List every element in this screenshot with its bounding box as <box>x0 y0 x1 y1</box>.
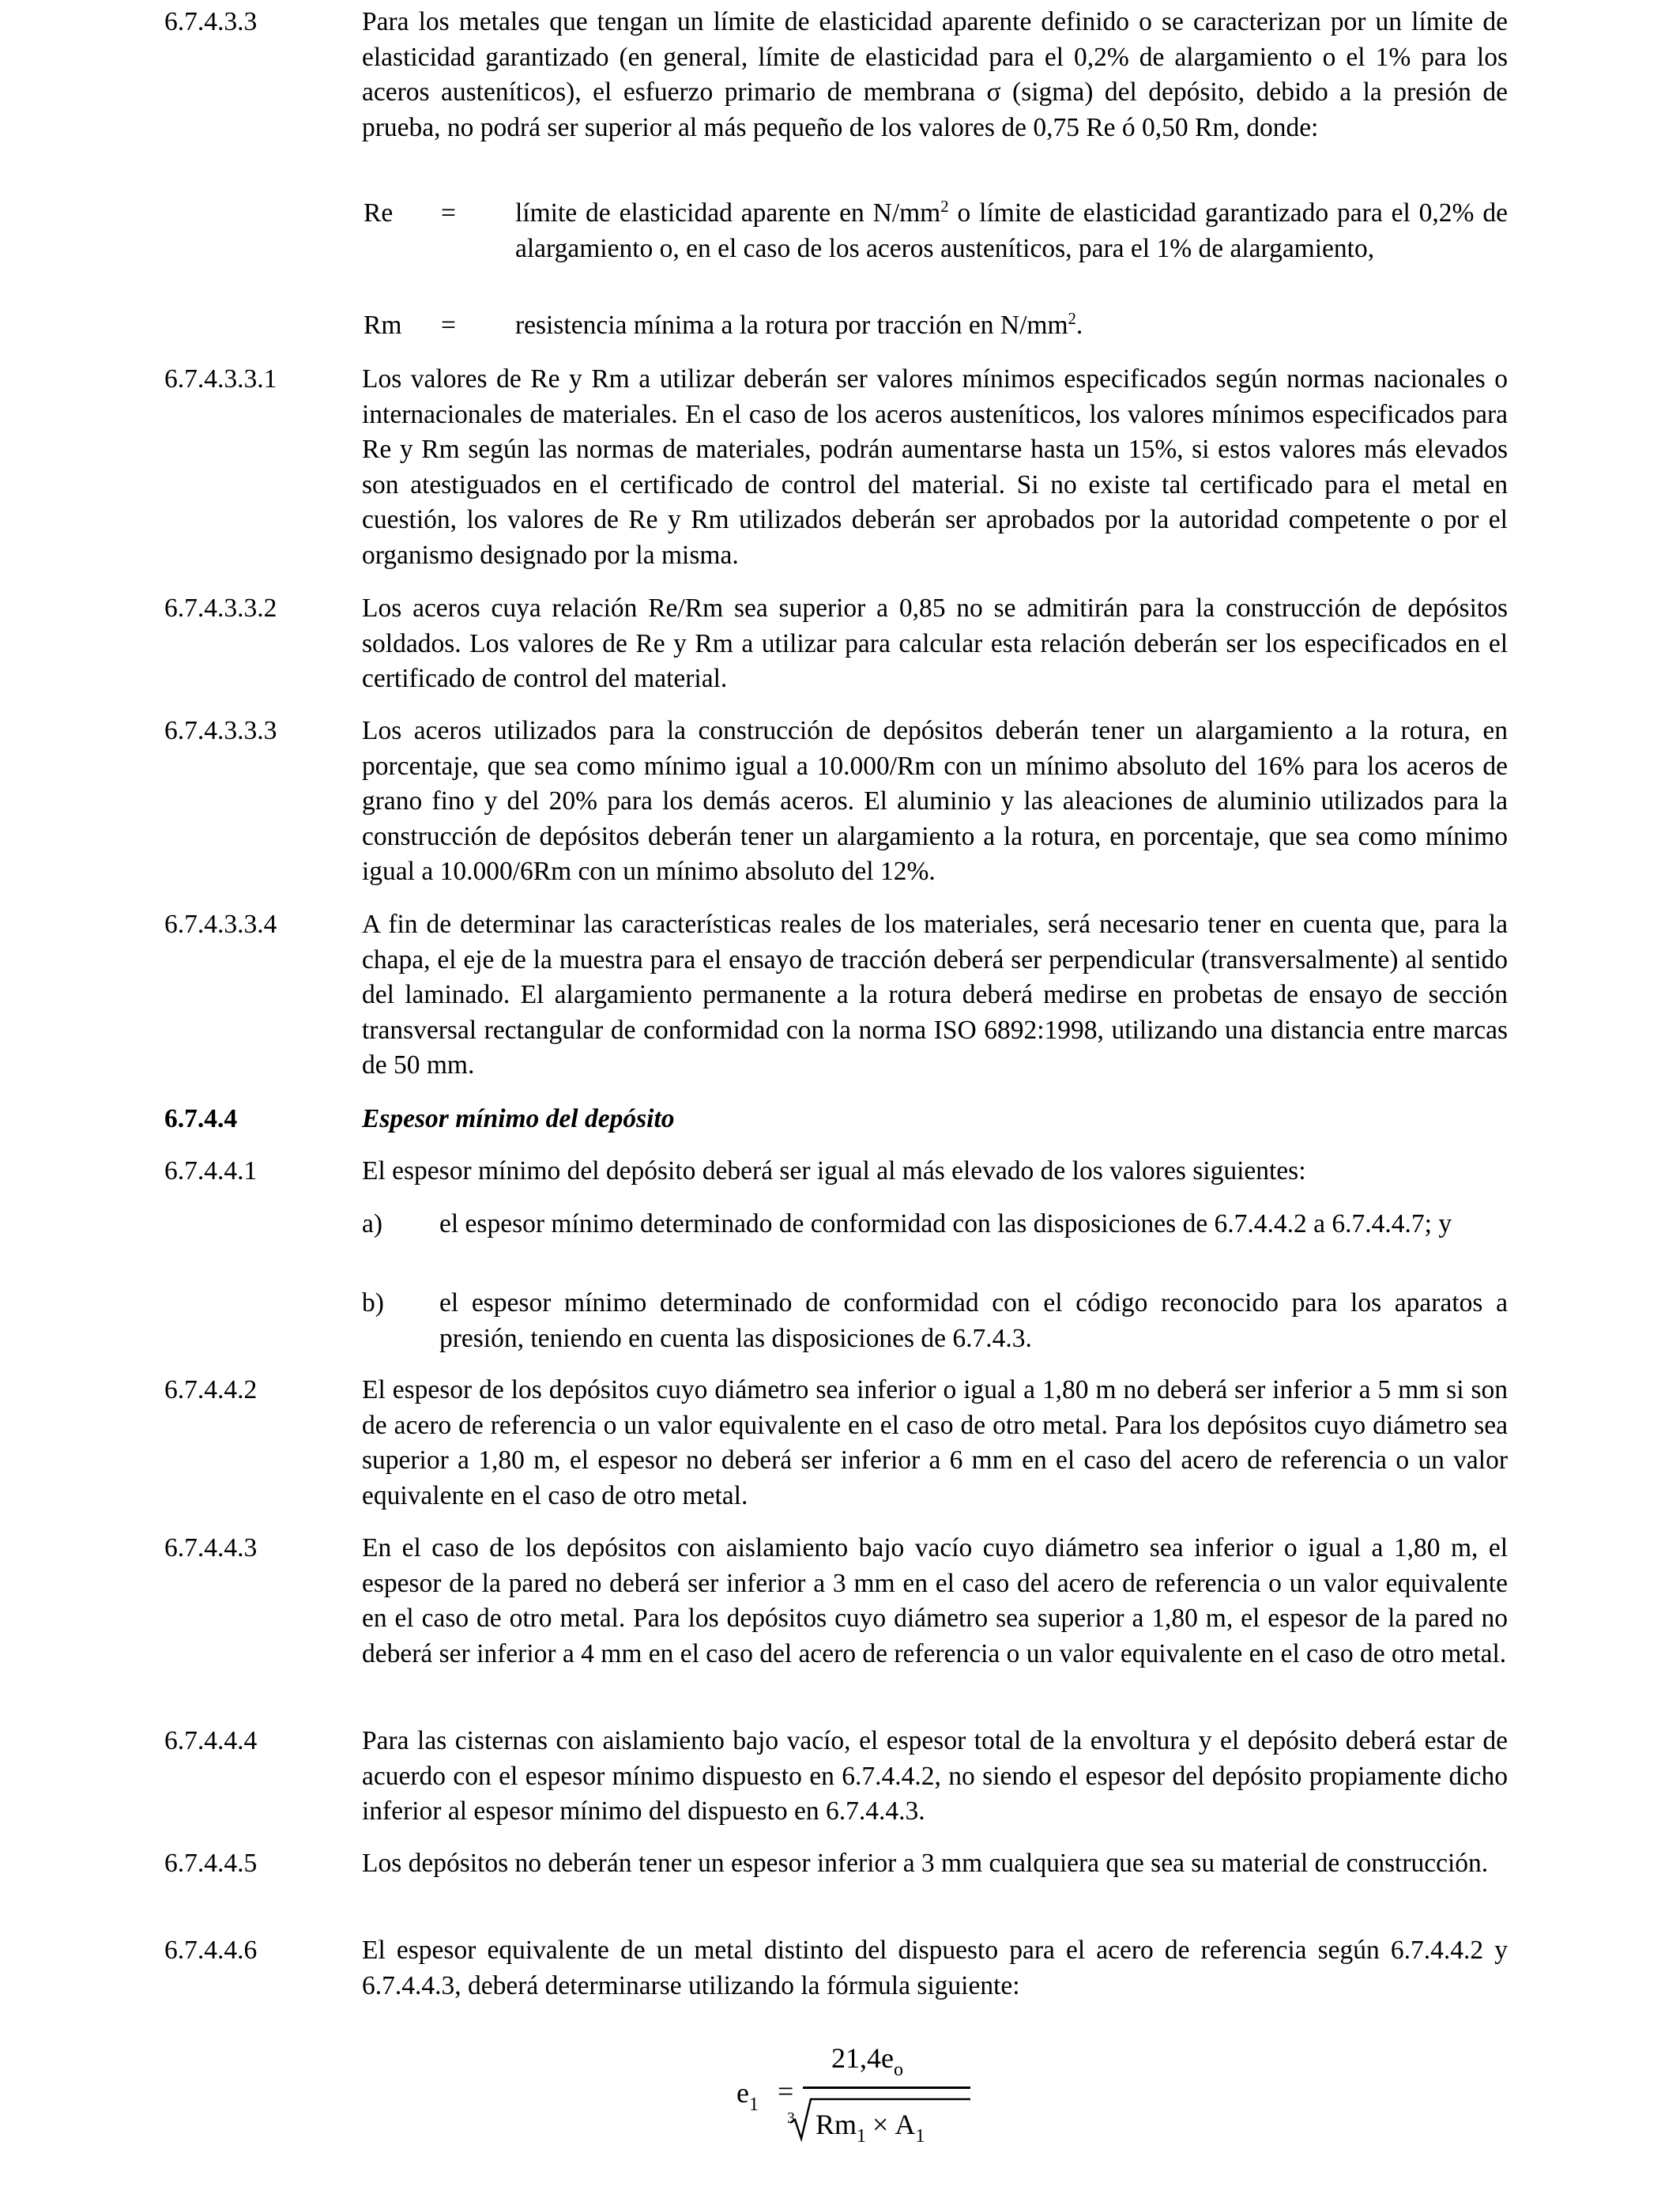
formula-equals: = <box>778 2075 794 2107</box>
section-number: 6.7.4.4.5 <box>164 1849 258 1878</box>
section-number: 6.7.4.3.3.1 <box>164 364 277 394</box>
definition-text: límite de elasticidad aparente en N/mm <box>515 198 941 228</box>
section-text: Para las cisternas con aislamiento bajo vacío, el espesor total de la envoltura y el depósito deberá estar de acuerdo con el espesor mínimo dispuesto en 6.7.4.4.2, no siendo el espesor del depósito propiamente dicho inferior al espesor mínimo del dispuesto en 6.7.4.4.3. <box>362 1726 1508 1826</box>
section-number: 6.7.4.3.3.2 <box>164 594 277 623</box>
fraction-bar <box>803 2087 970 2089</box>
section-number: 6.7.4.4.6 <box>164 1936 258 1965</box>
list-item-label: b) <box>362 1288 384 1318</box>
section-text: A fin de determinar las características reales de los materiales, será necesario tener en cuenta que, para la chapa, el eje de la muestra para el ensayo de tracción deberá ser perpendicular (transversalmente) al sentido del laminado. El alargamiento permanente a la rotura deberá medirse en probetas de ensayo de sección transversal rectangular de conformidad con la norma ISO 6892:1998, utilizando una distancia entre marcas de 50 mm. <box>362 910 1508 1080</box>
heading-text: Espesor mínimo del depósito <box>362 1104 675 1133</box>
section-number: 6.7.4.4.3 <box>164 1533 258 1563</box>
definition-equals: = <box>441 198 456 228</box>
definition-text-cont: . <box>1075 311 1083 340</box>
heading-number: 6.7.4.4 <box>164 1104 238 1133</box>
list-item-label: a) <box>362 1209 383 1238</box>
thickness-formula <box>695 2025 1027 2151</box>
definition-term: Re <box>363 198 394 228</box>
section-number: 6.7.4.3.3.4 <box>164 910 277 939</box>
section-number: 6.7.4.4.2 <box>164 1375 258 1404</box>
definition-equals: = <box>441 311 456 340</box>
definition-text-cont: o límite de elasticidad garantizado para el 0,2% de alargamiento o, en el caso de los aceros austeníticos, para el 1% de alargamiento, <box>515 198 1508 263</box>
root-index: 3 <box>787 2109 795 2127</box>
formula-lhs: $e_1$ <box>736 2077 759 2115</box>
section-text: En el caso de los depósitos con aislamiento bajo vacío cuyo diámetro sea inferior o igual a 1,80 m, el espesor de la pared no deberá ser inferior a 3 mm en el caso del acero de referencia o un valor equivalente en el caso de otro metal. Para los depósitos cuyo diámetro sea superior a 1,80 m, el espesor de la pared no deberá ser inferior a 4 mm en el caso del acero de referencia o un valor equivalente en el caso de otro metal. <box>362 1533 1508 1668</box>
formula-denominator: $Rm_1 \times A_1$ <box>816 2109 925 2147</box>
list-item-text: el espesor mínimo determinado de conformidad con las disposiciones de 6.7.4.4.2 a 6.7.4.4.7; y <box>439 1209 1452 1238</box>
section-text: Los aceros cuya relación Re/Rm sea superior a 0,85 no se admitirán para la construcción de depósitos soldados. Los valores de Re y Rm a utilizar para calcular esta relación deberán ser los especificados en el certificado de control del material. <box>362 594 1508 694</box>
section-text: Los depósitos no deberán tener un espesor inferior a 3 mm cualquiera que sea su material de construcción. <box>362 1849 1489 1878</box>
formula-numerator: $21,4e_o$ <box>831 2042 903 2080</box>
section-text: Los aceros utilizados para la construcción de depósitos deberán tener un alargamiento a la rotura, en porcentaje, que sea como mínimo igual a 10.000/Rm con un mínimo absoluto del 16% para los aceros de grano fino y del 20% para los demás aceros. El aluminio y las aleaciones de aluminio utilizados para la construcción de depósitos deberán tener un alargamiento a la rotura, en porcentaje, que sea como mínimo igual a 10.000/6Rm con un mínimo absoluto del 12%. <box>362 716 1508 887</box>
section-number: 6.7.4.4.4 <box>164 1726 258 1755</box>
definition-term: Rm <box>363 311 402 340</box>
section-text: Para los metales que tengan un límite de elasticidad aparente definido o se caracterizan por un límite de elasticidad garantizado (en general, límite de elasticidad para el 0,2% de alargamiento o el 1% para los aceros austeníticos), el esfuerzo primario de membrana σ (sigma) del depósito, debido a la presión de prueba, no podrá ser superior al más pequeño de los valores de 0,75 Re ó 0,50 Rm, donde: <box>362 7 1508 142</box>
list-item-text: el espesor mínimo determinado de conformidad con el código reconocido para los aparatos a presión, teniendo en cuenta las disposiciones de 6.7.4.3. <box>439 1288 1508 1353</box>
superscript: 2 <box>940 197 949 216</box>
section-text: El espesor mínimo del depósito deberá ser igual al más elevado de los valores siguientes: <box>362 1156 1306 1186</box>
section-text: El espesor equivalente de un metal distinto del dispuesto para el acero de referencia según 6.7.4.4.2 y 6.7.4.4.3, deberá determinarse utilizando la fórmula siguiente: <box>362 1936 1508 2000</box>
section-number: 6.7.4.3.3.3 <box>164 716 277 745</box>
section-text: Los valores de Re y Rm a utilizar deberán ser valores mínimos especificados según normas nacionales o internacionales de materiales. En el caso de los aceros austeníticos, los valores mínimos especificados para Re y Rm según las normas de materiales, podrán aumentarse hasta un 15%, si estos valores más elevados son atestiguados en el certificado de control del material. Si no existe tal certificado para el metal en cuestión, los valores de Re y Rm utilizados deberán ser aprobados por la autoridad competente o por el organismo designado por la misma. <box>362 364 1508 570</box>
superscript: 2 <box>1068 309 1076 328</box>
definition-text: resistencia mínima a la rotura por tracción en N/mm <box>515 311 1068 340</box>
section-number: 6.7.4.3.3 <box>164 7 258 36</box>
section-number: 6.7.4.4.1 <box>164 1156 258 1186</box>
section-text: El espesor de los depósitos cuyo diámetro sea inferior o igual a 1,80 m no deberá ser inferior a 5 mm si son de acero de referencia o un valor equivalente en el caso de otro metal. Para los depósitos cuyo diámetro sea superior a 1,80 m, el espesor no deberá ser inferior a 6 mm en el caso del acero de referencia o un valor equivalente en el caso de otro metal. <box>362 1375 1508 1510</box>
